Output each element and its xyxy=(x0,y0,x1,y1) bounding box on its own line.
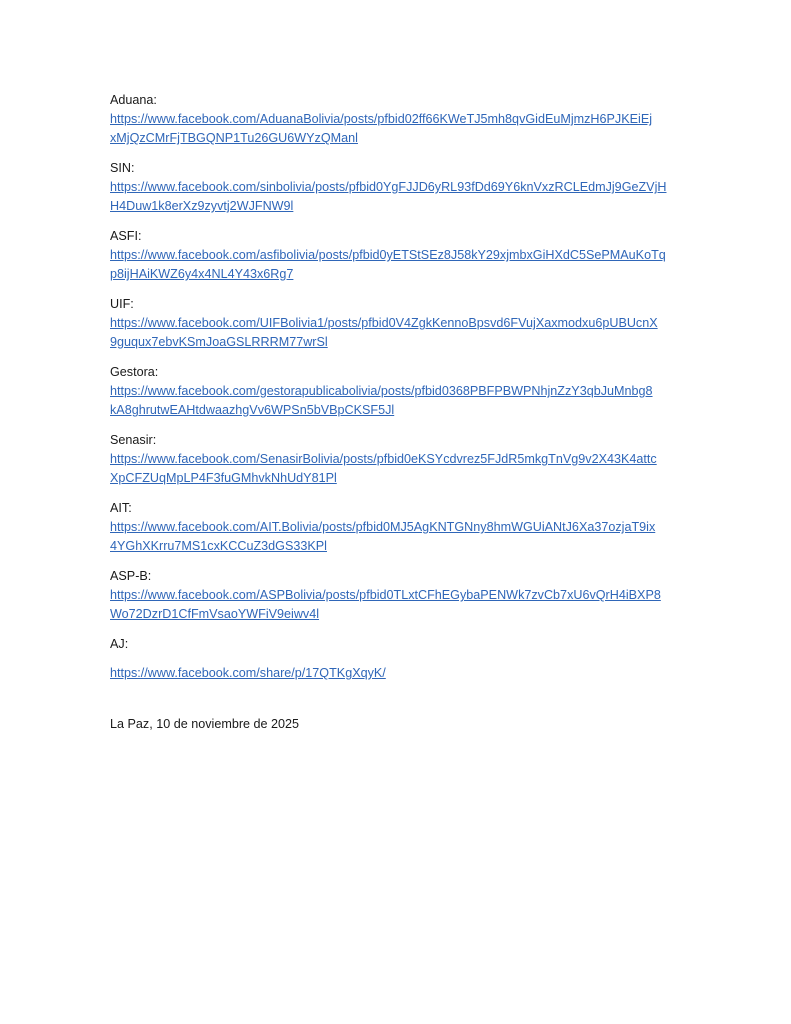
entry-label: UIF: xyxy=(110,297,134,311)
entry-label: AJ: xyxy=(110,637,129,651)
entry-aduana xyxy=(110,91,690,148)
entry-link[interactable] xyxy=(110,518,690,556)
entry-link[interactable] xyxy=(110,382,690,420)
entry-asfi xyxy=(110,227,690,284)
entry-label: ASFI: xyxy=(110,229,142,243)
entry-label: Senasir: xyxy=(110,433,157,447)
entry-link[interactable] xyxy=(110,246,690,284)
link-line: https://www.facebook.com/AduanaBolivia/posts/pfbid02ff66KWeTJ5mh8qvGidEuMjmzH6PJKEiEj xyxy=(110,112,653,126)
link-line: https://www.facebook.com/gestorapublicabolivia/posts/pfbid0368PBFPBWPNhjnZzY3qbJuMnbg8 xyxy=(110,384,653,398)
link-line: 9guqux7ebvKSmJoaGSLRRRM77wrSl xyxy=(110,335,328,349)
entry-asp-b xyxy=(110,567,690,624)
link-line: p8ijHAiKWZ6y4x4NL4Y43x6Rg7 xyxy=(110,267,294,281)
entry-label: ASP-B: xyxy=(110,569,152,583)
entry-gestora xyxy=(110,363,690,420)
link-line: https://www.facebook.com/share/p/17QTKgXqyK/ xyxy=(110,666,386,680)
link-line: 4YGhXKrru7MS1cxKCCuZ3dGS33KPl xyxy=(110,539,327,553)
entry-label: Gestora: xyxy=(110,365,159,379)
entry-link[interactable] xyxy=(110,450,690,488)
entry-label: Aduana: xyxy=(110,93,157,107)
link-line: xMjQzCMrFjTBGQNP1Tu26GU6WYzQManl xyxy=(110,131,358,145)
entry-link[interactable] xyxy=(110,664,690,683)
entry-senasir xyxy=(110,431,690,488)
entry-label: SIN: xyxy=(110,161,135,175)
link-line: https://www.facebook.com/UIFBolivia1/posts/pfbid0V4ZgkKennoBpsvd6FVujXaxmodxu6pUBUcnX xyxy=(110,316,658,330)
link-line: H4Duw1k8erXz9zyvtj2WJFNW9l xyxy=(110,199,294,213)
entry-label: AIT: xyxy=(110,501,132,515)
link-line: https://www.facebook.com/AIT.Bolivia/posts/pfbid0MJ5AgKNTGNny8hmWGUiANtJ6Xa37ozjaT9ix xyxy=(110,520,656,534)
link-line: https://www.facebook.com/asfibolivia/posts/pfbid0yETStSEz8J58kY29xjmbxGiHXdC5SePMAuKoTq xyxy=(110,248,666,262)
entry-ait xyxy=(110,499,690,556)
entry-uif xyxy=(110,295,690,352)
entry-link[interactable] xyxy=(110,586,690,624)
link-line: kA8ghrutwEAHtdwaazhgVv6WPSn5bVBpCKSF5Jl xyxy=(110,403,395,417)
entry-link[interactable] xyxy=(110,110,690,148)
link-line: https://www.facebook.com/SenasirBolivia/posts/pfbid0eKSYcdvrez5FJdR5mkgTnVg9v2X43K4attc xyxy=(110,452,657,466)
link-line: XpCFZUqMpLP4F3fuGMhvkNhUdY81Pl xyxy=(110,471,337,485)
entry-link[interactable] xyxy=(110,178,690,216)
entry-link[interactable] xyxy=(110,314,690,352)
closing-date: La Paz, 10 de noviembre de 2025 xyxy=(110,717,300,731)
link-line: Wo72DzrD1CfFmVsaoYWFiV9eiwv4l xyxy=(110,607,320,621)
document-content xyxy=(110,91,690,734)
entry-aj xyxy=(110,635,690,683)
entry-sin xyxy=(110,159,690,216)
link-line: https://www.facebook.com/sinbolivia/posts/pfbid0YgFJJD6yRL93fDd69Y6knVxzRCLEdmJj9GeZVjH xyxy=(110,180,667,194)
link-line: https://www.facebook.com/ASPBolivia/posts/pfbid0TLxtCFhEGybaPENWk7zvCb7xU6vQrH4iBXP8 xyxy=(110,588,661,602)
